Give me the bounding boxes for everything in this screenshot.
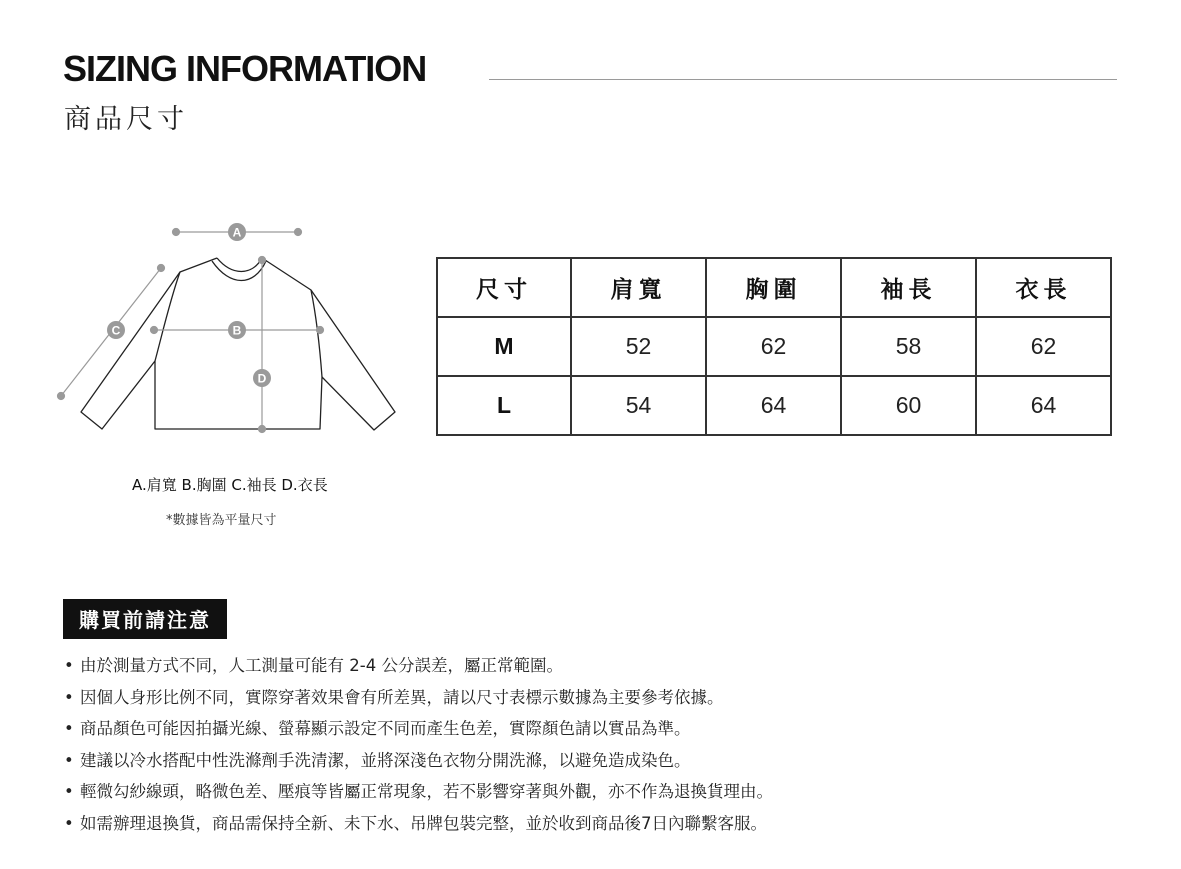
notice-list xyxy=(64,650,773,839)
length-cell: 64 xyxy=(976,376,1111,435)
notice-text: 建議以冷水搭配中性洗滌劑手洗清潔，並將深淺色衣物分開洗滌，以避免造成染色。 xyxy=(80,750,691,770)
header-size: 尺寸 xyxy=(437,258,571,317)
marker-a xyxy=(228,223,246,241)
header-sleeve: 袖長 xyxy=(841,258,976,317)
notice-text: 商品顏色可能因拍攝光線、螢幕顯示設定不同而產生色差，實際顏色請以實品為準。 xyxy=(80,719,691,738)
list-item xyxy=(64,713,773,745)
header-length: 衣長 xyxy=(976,258,1111,317)
page-title: SIZING INFORMATION xyxy=(63,48,427,89)
page-subtitle: 商品尺寸 xyxy=(64,104,188,135)
header-chest: 胸圍 xyxy=(706,258,841,317)
shoulder-cell: 54 xyxy=(571,376,706,435)
measurement-lines xyxy=(58,229,324,433)
svg-text:D: D xyxy=(257,371,267,386)
list-item xyxy=(64,808,773,840)
bullet: • xyxy=(64,719,74,738)
sweater-measurement-diagram xyxy=(50,215,410,445)
svg-text:A: A xyxy=(232,225,242,240)
marker-b xyxy=(228,321,246,339)
chest-cell: 64 xyxy=(706,376,841,435)
length-cell: 62 xyxy=(976,317,1111,376)
measurement-legend: A.肩寬 B.胸圍 C.袖長 D.衣長 xyxy=(132,476,328,494)
measurement-note: *數據皆為平量尺寸 xyxy=(166,513,277,528)
marker-c xyxy=(107,321,125,339)
size-cell: M xyxy=(437,317,571,376)
list-item xyxy=(64,745,773,777)
size-table-header-row xyxy=(437,258,1111,317)
title-divider xyxy=(489,79,1117,80)
size-row-m xyxy=(437,317,1111,376)
notice-text: 如需辦理退換貨，商品需保持全新、未下水、吊牌包裝完整，並於收到商品後7日內聯繫客服。 xyxy=(80,813,767,833)
size-row-l xyxy=(437,376,1111,435)
sleeve-cell: 58 xyxy=(841,317,976,376)
sweater-outline xyxy=(81,258,395,430)
svg-text:C: C xyxy=(111,323,121,338)
bullet: • xyxy=(64,750,74,770)
header-shoulder: 肩寬 xyxy=(571,258,706,317)
notice-text: 由於測量方式不同，人工測量可能有 2-4 公分誤差，屬正常範圍。 xyxy=(80,656,563,675)
size-table xyxy=(436,257,1112,436)
notice-heading: 購買前請注意 xyxy=(63,599,227,639)
list-item xyxy=(64,682,773,714)
chest-cell: 62 xyxy=(706,317,841,376)
bullet: • xyxy=(64,656,74,675)
marker-d xyxy=(253,369,271,387)
notice-text: 輕微勾紗線頭，略微色差、壓痕等皆屬正常現象，若不影響穿著與外觀，亦不作為退換貨理由。 xyxy=(80,782,773,801)
list-item xyxy=(64,776,773,808)
size-cell: L xyxy=(437,376,571,435)
bullet: • xyxy=(64,782,74,801)
svg-text:B: B xyxy=(232,323,242,338)
list-item xyxy=(64,650,773,682)
bullet: • xyxy=(64,687,74,707)
sleeve-cell: 60 xyxy=(841,376,976,435)
notice-text: 因個人身形比例不同，實際穿著效果會有所差異，請以尺寸表標示數據為主要參考依據。 xyxy=(80,687,724,707)
bullet: • xyxy=(64,813,74,833)
shoulder-cell: 52 xyxy=(571,317,706,376)
